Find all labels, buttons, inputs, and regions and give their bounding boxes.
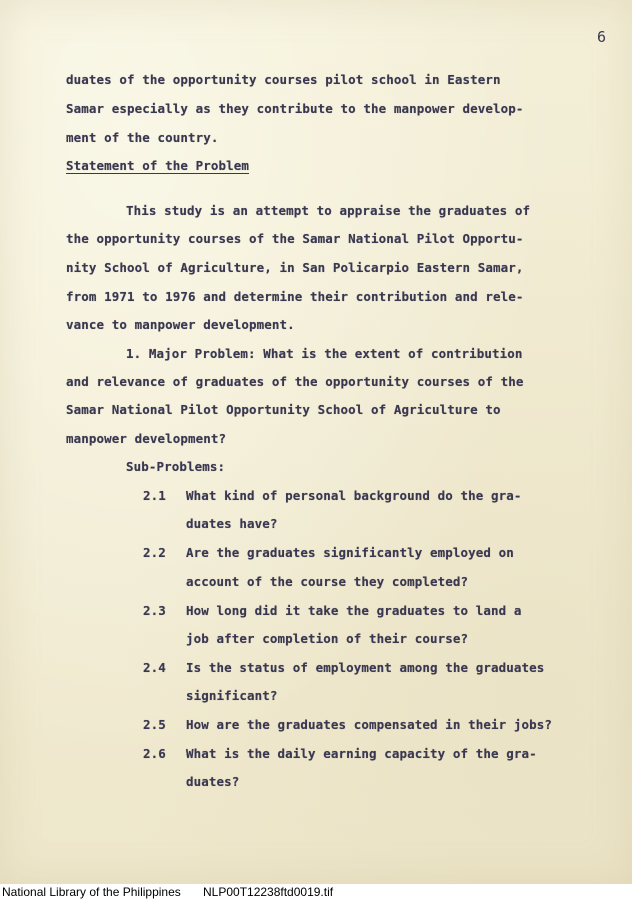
- major-problem-line: 1. Major Problem: What is the extent of contribution: [126, 346, 523, 361]
- major-problem-line: manpower development?: [66, 431, 227, 446]
- sub-problem-line: How are the graduates compensated in their jobs?: [186, 717, 553, 732]
- sub-problem-line: significant?: [186, 688, 278, 703]
- sub-problem-line: How long did it take the graduates to land a: [186, 603, 522, 618]
- sub-problem-line: What kind of personal background do the gra-: [186, 488, 522, 503]
- major-problem-line: and relevance of graduates of the opportunity courses of the: [66, 374, 524, 389]
- paragraph-line: vance to manpower development.: [66, 317, 295, 332]
- sub-problem-number: 2.5: [143, 717, 166, 732]
- sub-problems-label: Sub-Problems:: [126, 459, 226, 474]
- text-line: ment of the country.: [66, 130, 219, 145]
- sub-problem-line: Is the status of employment among the graduates: [186, 660, 545, 675]
- paragraph-line: from 1971 to 1976 and determine their contribution and rele-: [66, 289, 524, 304]
- sub-problem-line: duates?: [186, 774, 240, 789]
- sub-problem-line: What is the daily earning capacity of the gra-: [186, 746, 537, 761]
- archive-caption: [0, 884, 632, 900]
- sub-problem-line: Are the graduates significantly employed on: [186, 545, 514, 560]
- sub-problem-number: 2.2: [143, 545, 166, 560]
- sub-problem-number: 2.1: [143, 488, 166, 503]
- text-line: Samar especially as they contribute to the manpower develop-: [66, 101, 524, 116]
- sub-problem-line: account of the course they completed?: [186, 574, 469, 589]
- archive-source: National Library of the Philippines: [2, 885, 181, 899]
- paragraph-line: This study is an attempt to appraise the graduates of: [126, 203, 531, 218]
- sub-problem-number: 2.4: [143, 660, 166, 675]
- page-number: 6: [597, 28, 607, 46]
- sub-problem-line: duates have?: [186, 516, 278, 531]
- major-problem-line: Samar National Pilot Opportunity School of Agriculture to: [66, 402, 501, 417]
- sub-problem-number: 2.6: [143, 746, 166, 761]
- sub-problem-number: 2.3: [143, 603, 166, 618]
- section-heading: Statement of the Problem: [66, 158, 250, 173]
- sub-problem-line: job after completion of their course?: [186, 631, 469, 646]
- text-line: duates of the opportunity courses pilot school in Eastern: [66, 72, 501, 87]
- archive-filename: NLP00T12238ftd0019.tif: [203, 885, 334, 899]
- paragraph-line: the opportunity courses of the Samar National Pilot Opportu-: [66, 231, 524, 246]
- paragraph-line: nity School of Agriculture, in San Policarpio Eastern Samar,: [66, 260, 524, 275]
